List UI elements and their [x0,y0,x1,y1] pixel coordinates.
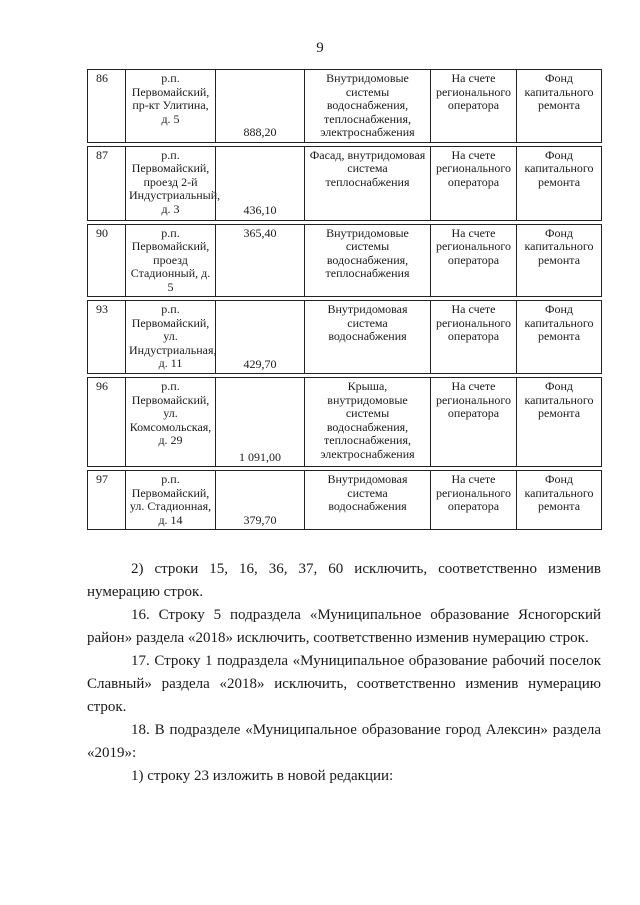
row-cost: 379,70 [216,471,305,530]
row-works: Внутридомовая система водоснабжения [305,301,431,374]
row-account: На счете регионального оператора [431,224,517,297]
row-account: На счете регионального оператора [431,70,517,143]
row-number: 97 [88,471,126,530]
table-row [87,470,602,530]
row-cost: 429,70 [216,301,305,374]
paragraph: 1) строку 23 изложить в новой редакции: [131,768,394,784]
table-row [87,224,602,298]
paragraph: 16. Строку 5 подраздела «Муниципальное образование Ясногорский район» раздела «2018» исключить, соответственно изменив нумерацию строк. [87,607,601,646]
row-fund: Фонд капитального ремонта [517,471,602,530]
row-fund: Фонд капитального ремонта [517,70,602,143]
table-row [87,69,602,143]
row-number: 93 [88,301,126,374]
row-fund: Фонд капитального ремонта [517,378,602,467]
row-account: На счете регионального оператора [431,378,517,467]
row-address: р.п. Первомайский, ул. Комсомольская, д. 29 [126,378,216,467]
row-number: 90 [88,224,126,297]
paragraph: 2) строки 15, 16, 36, 37, 60 исключить, соответственно изменив нумерацию строк. [87,561,601,600]
row-cost: 888,20 [216,70,305,143]
row-cost: 436,10 [216,146,305,220]
row-fund: Фонд капитального ремонта [517,301,602,374]
row-fund: Фонд капитального ремонта [517,146,602,220]
paragraph: 18. В подразделе «Муниципальное образование город Алексин» раздела «2019»: [87,722,601,761]
row-address: р.п. Первомайский, ул. Индустриальная, д. 11 [126,301,216,374]
row-address: р.п. Первомайский, пр-кт Улитина, д. 5 [126,70,216,143]
row-works: Внутридомовые системы водоснабжения, теплоснабжения [305,224,431,297]
paragraph: 17. Строку 1 подраздела «Муниципальное образование рабочий поселок Славный» раздела «2018» исключить, соответственно изменив нумерацию строк. [87,653,601,715]
table-rows [87,69,601,533]
table-row [87,377,602,467]
row-works: Внутридомовая система водоснабжения [305,471,431,530]
row-works: Крыша, внутридомовые системы водоснабжения, теплоснабжения, электроснабжения [305,378,431,467]
page-number: 9 [316,40,324,56]
row-works: Внутридомовые системы водоснабжения, теплоснабжения, электроснабжения [305,70,431,143]
row-account: На счете регионального оператора [431,471,517,530]
row-address: р.п. Первомайский, ул. Стадионная, д. 14 [126,471,216,530]
row-number: 96 [88,378,126,467]
row-address: р.п. Первомайский, проезд Стадионный, д. 5 [126,224,216,297]
row-cost: 1 091,00 [216,378,305,467]
row-account: На счете регионального оператора [431,301,517,374]
row-address: р.п. Первомайский, проезд 2-й Индустриальный, д. 3 [126,146,216,220]
row-fund: Фонд капитального ремонта [517,224,602,297]
table-row [87,300,602,374]
table-row [87,146,602,221]
body-text [87,558,601,788]
row-number: 86 [88,70,126,143]
row-cost: 365,40 [216,224,305,297]
row-number: 87 [88,146,126,220]
row-account: На счете регионального оператора [431,146,517,220]
row-works: Фасад, внутридомовая система теплоснабжения [305,146,431,220]
